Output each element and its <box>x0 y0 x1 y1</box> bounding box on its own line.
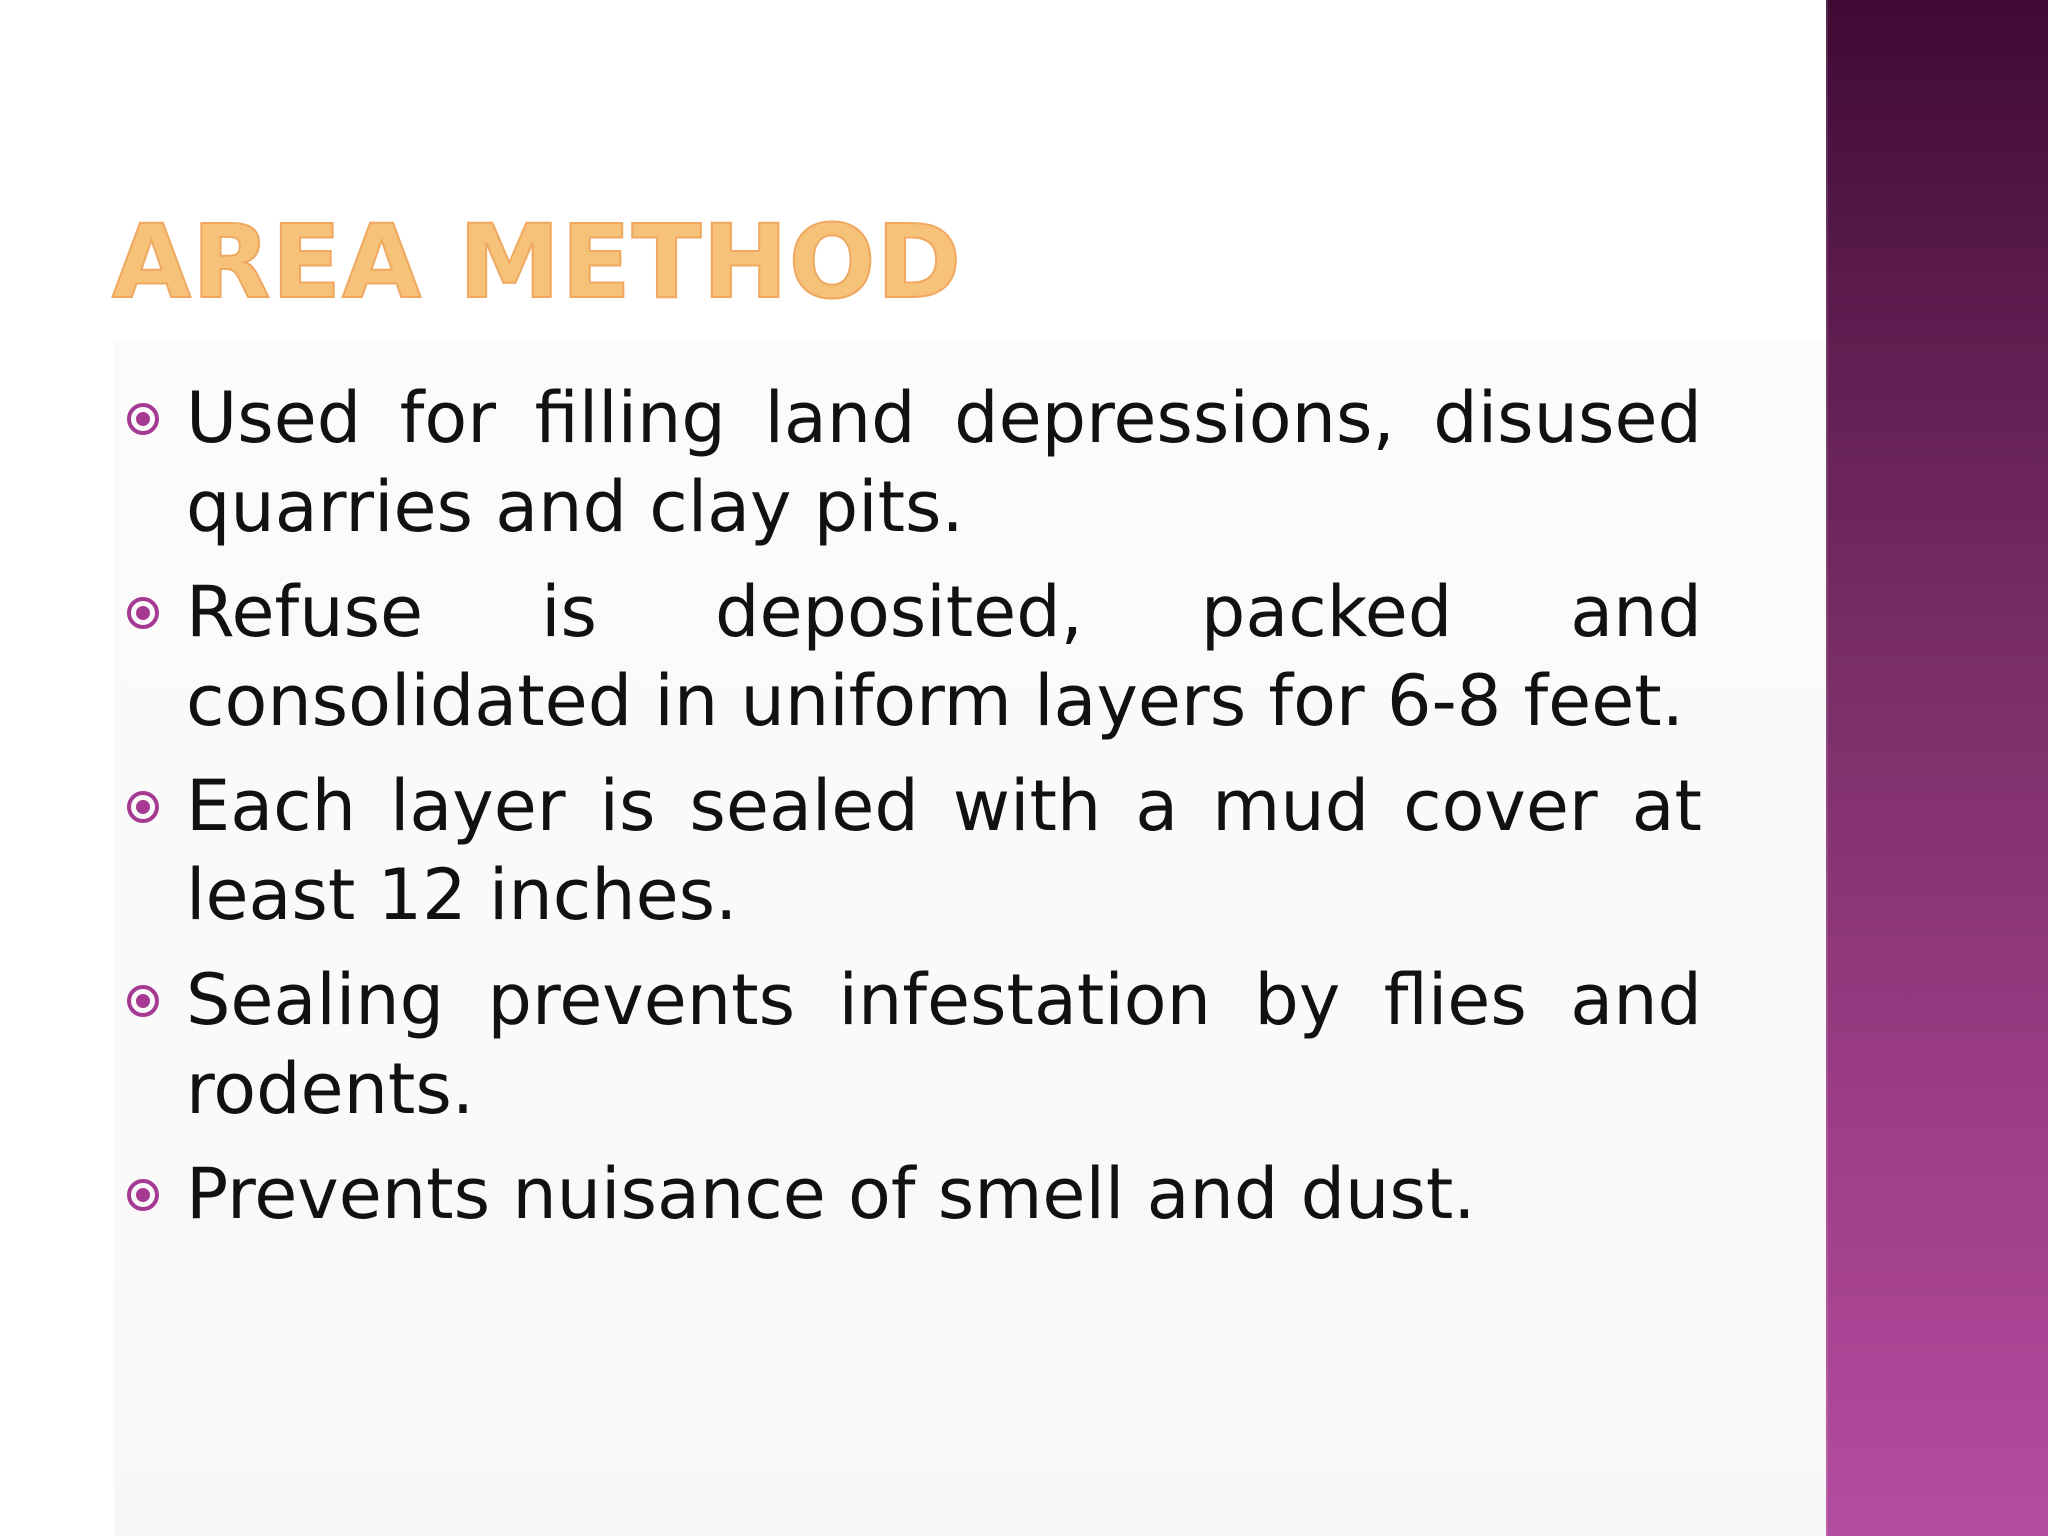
bullet-text: Used for filling land depressions, disused quarries and clay pits. <box>186 377 1702 548</box>
bullet-item <box>126 956 1702 1134</box>
bullseye-bullet-icon <box>126 402 160 436</box>
bullet-item <box>126 374 1702 552</box>
bullet-text: Each layer is sealed with a mud cover at least 12 inches. <box>186 765 1702 936</box>
bullet-text: Refuse is deposited, packed and consolidated in uniform layers for 6-8 feet. <box>186 571 1702 742</box>
bullseye-bullet-icon <box>126 1178 160 1212</box>
bullet-text: Prevents nuisance of smell and dust. <box>186 1153 1476 1235</box>
bullseye-bullet-icon <box>126 790 160 824</box>
bullet-list <box>126 374 1702 1255</box>
bullet-item <box>126 1150 1702 1239</box>
bullseye-bullet-icon <box>126 984 160 1018</box>
slide-title: AREA METHOD <box>112 203 963 322</box>
decorative-side-bar <box>1826 0 2048 1536</box>
bullet-item <box>126 568 1702 746</box>
bullet-item <box>126 762 1702 940</box>
bullseye-bullet-icon <box>126 596 160 630</box>
bullet-text: Sealing prevents infestation by flies and rodents. <box>186 959 1702 1130</box>
